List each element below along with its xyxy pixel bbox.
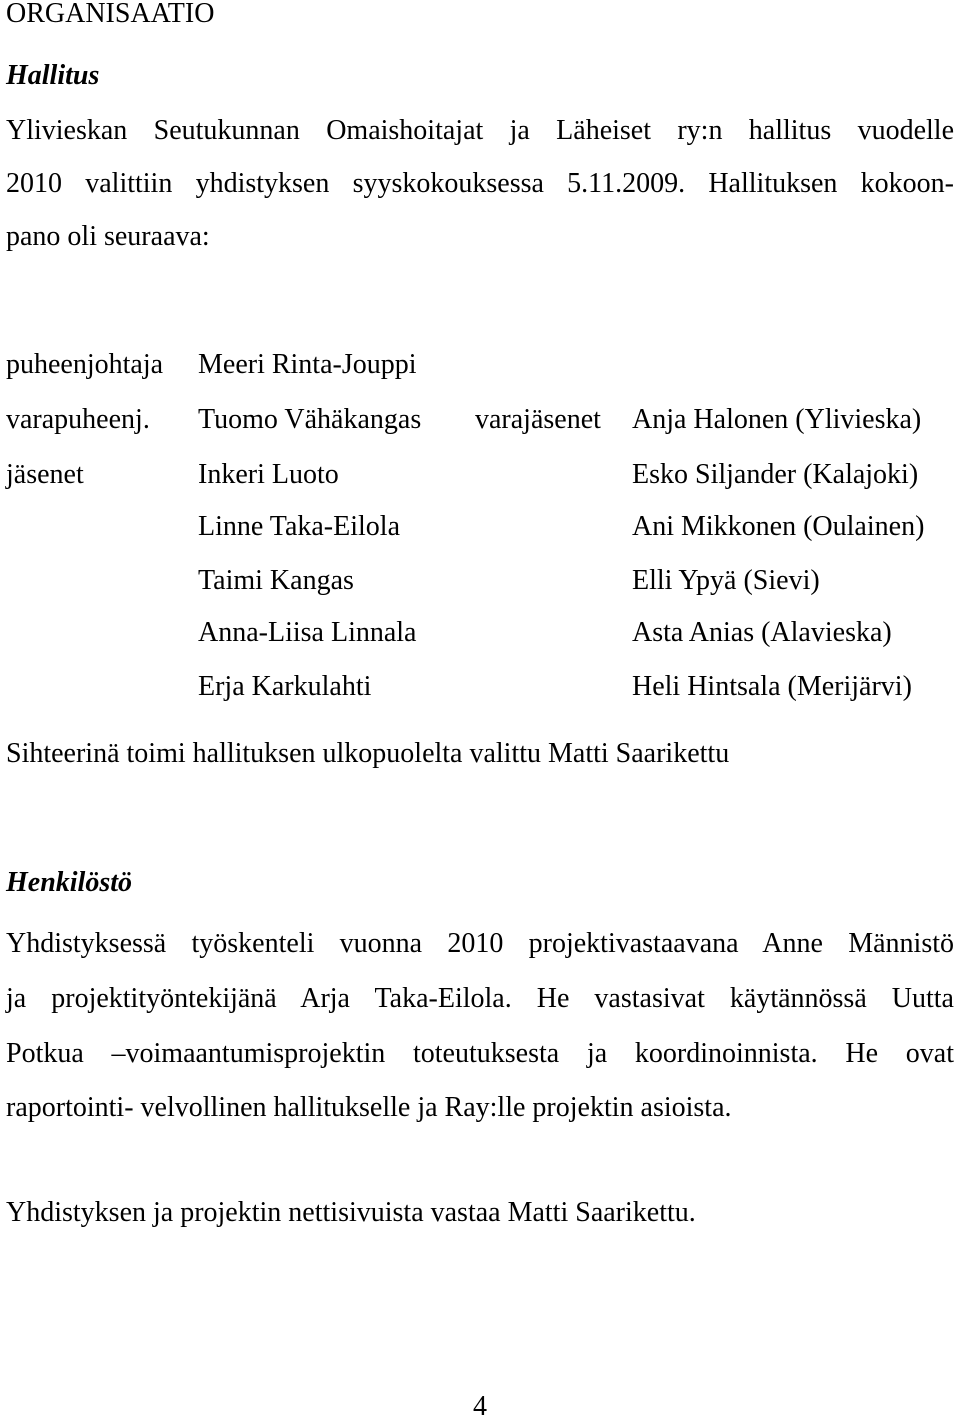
member-name: Linne Taka-Eilola <box>198 511 401 542</box>
henkilosto-line-4: raportointi- velvollinen hallitukselle ja Ray:lle projektin asioista. <box>6 1092 732 1123</box>
member-name: Anna-Liisa Linnala <box>198 617 417 648</box>
henkilosto-heading: Henkilöstö <box>6 867 133 898</box>
deputy-name: Asta Anias (Alavieska) <box>632 617 892 648</box>
chair-label: puheenjohtaja <box>6 349 164 380</box>
deputy-name: Anja Halonen (Ylivieska) <box>632 404 922 435</box>
member-name: Inkeri Luoto <box>198 459 339 490</box>
deputy-name: Ani Mikkonen (Oulainen) <box>632 511 925 542</box>
vice-chair-label: varapuheenj. <box>6 404 150 435</box>
hallitus-intro-line-1: Ylivieskan Seutukunnan Omaishoitajat ja Läheiset ry:n hallitus vuodelle <box>6 115 954 146</box>
henkilosto-line-2: ja projektityöntekijänä Arja Taka-Eilola. He vastasivat käytännössä Uutta <box>6 983 954 1014</box>
member-name: Taimi Kangas <box>198 565 354 596</box>
secretary-line: Sihteerinä toimi hallituksen ulkopuolelta valittu Matti Saarikettu <box>6 738 730 769</box>
deputy-name: Esko Siljander (Kalajoki) <box>632 459 919 490</box>
member-name: Erja Karkulahti <box>198 671 372 702</box>
deputy-name: Heli Hintsala (Merijärvi) <box>632 671 912 702</box>
henkilosto-line-3: Potkua –voimaantumisprojektin toteutuksesta ja koordinoinnista. He ovat <box>6 1038 954 1069</box>
hallitus-heading: Hallitus <box>6 60 100 91</box>
hallitus-intro-line-2: 2010 valittiin yhdistyksen syyskokouksessa 5.11.2009. Hallituksen kokoon- <box>6 168 954 199</box>
hallitus-intro-line-3: pano oli seuraava: <box>6 221 210 252</box>
chair-name: Meeri Rinta-Jouppi <box>198 349 417 380</box>
deputy-name: Elli Ypyä (Sievi) <box>632 565 820 596</box>
vice-chair-name: Tuomo Vähäkangas <box>198 404 422 435</box>
section-title: ORGANISAATIO <box>6 0 215 29</box>
website-responsibility-line: Yhdistyksen ja projektin nettisivuista vastaa Matti Saarikettu. <box>6 1197 696 1228</box>
page-number: 4 <box>473 1391 487 1422</box>
deputies-label: varajäsenet <box>475 404 601 435</box>
members-label: jäsenet <box>6 459 84 490</box>
henkilosto-line-1: Yhdistyksessä työskenteli vuonna 2010 projektivastaavana Anne Männistö <box>6 928 954 959</box>
